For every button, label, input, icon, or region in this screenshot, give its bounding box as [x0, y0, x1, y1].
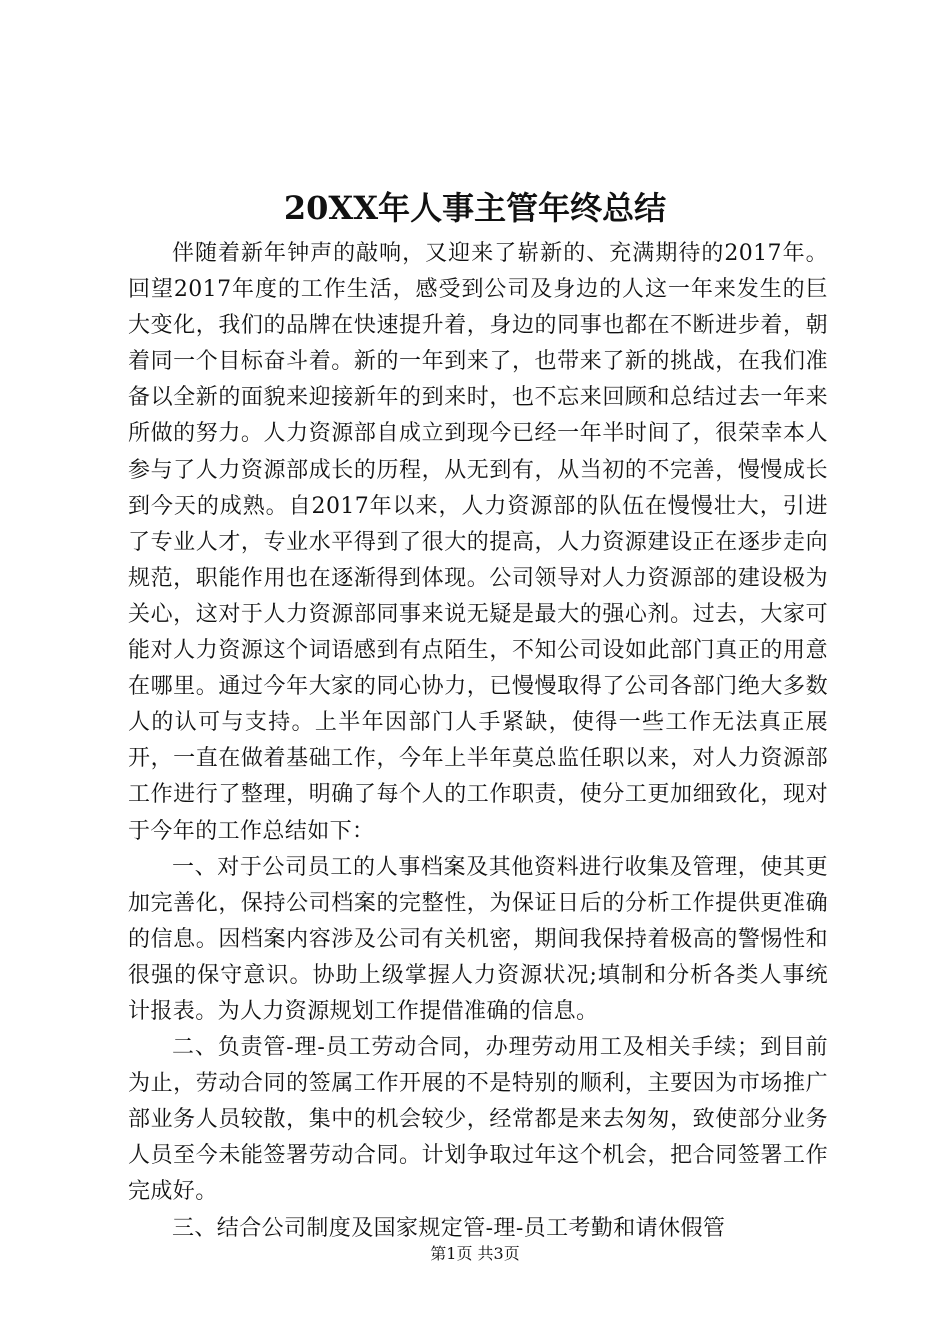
paragraph-item-1: 一、对于公司员工的人事档案及其他资料进行收集及管理，使其更加完善化，保持公司档案的完整性，为保证日后的分析工作提供更准确的信息。因档案内容涉及公司有关机密，期间我保持着极高的警惕性和很强的保守意识。协助上级掌握人力资源状况;填制和分析各类人事统计报表。为人力资源规划工作提借准确的信息。 — [128, 854, 828, 1024]
paragraph-item-3: 三、结合公司制度及国家规定管-理-员工考勤和请休假管 — [172, 1215, 726, 1241]
paragraph-intro: 伴随着新年钟声的敲响，又迎来了崭新的、充满期待的2017年。回望2017年度的工作生活，感受到公司及身边的人这一年来发生的巨大变化，我们的品牌在快速提升着，身边的同事也都在不断进步着，朝着同一个目标奋斗着。新的一年到来了，也带来了新的挑战，在我们准备以全新的面貌来迎接新年的到来时，也不忘来回顾和总结过去一年来所做的努力。人力资源部自成立到现今已经一年半时间了，很荣幸本人参与了人力资源部成长的历程，从无到有，从当初的不完善，慢慢成长到今天的成熟。自2017年以来，人力资源部的队伍在慢慢壮大，引进了专业人才，专业水平得到了很大的提高，人力资源建设正在逐步走向规范，职能作用也在逐渐得到体现。公司领导对人力资源部的建设极为关心，这对于人力资源部同事来说无疑是最大的强心剂。过去，大家可能对人力资源这个词语感到有点陌生，不知公司设如此部门真正的用意在哪里。通过今年大家的同心协力，已慢慢取得了公司各部门绝大多数人的认可与支持。上半年因部门人手紧缺，使得一些工作无法真正展开，一直在做着基础工作，今年上半年莫总监任职以来，对人力资源部工作进行了整理，明确了每个人的工作职责，使分工更加细致化，现对于今年的工作总结如下： — [128, 241, 828, 844]
document-title: 20XX年人事主管年终总结 — [283, 189, 667, 227]
document-body — [128, 236, 828, 1247]
paragraph-item-2: 二、负责管-理-员工劳动合同，办理劳动用工及相关手续；到目前为止，劳动合同的签属工作开展的不是特别的顺利，主要因为市场推广部业务人员较散，集中的机会较少，经常都是来去匆匆，致使部分业务人员至今未能签署劳动合同。计划争取过年这个机会，把合同签署工作完成好。 — [128, 1035, 828, 1205]
page-footer: 第1页 共3页 — [430, 1244, 520, 1263]
